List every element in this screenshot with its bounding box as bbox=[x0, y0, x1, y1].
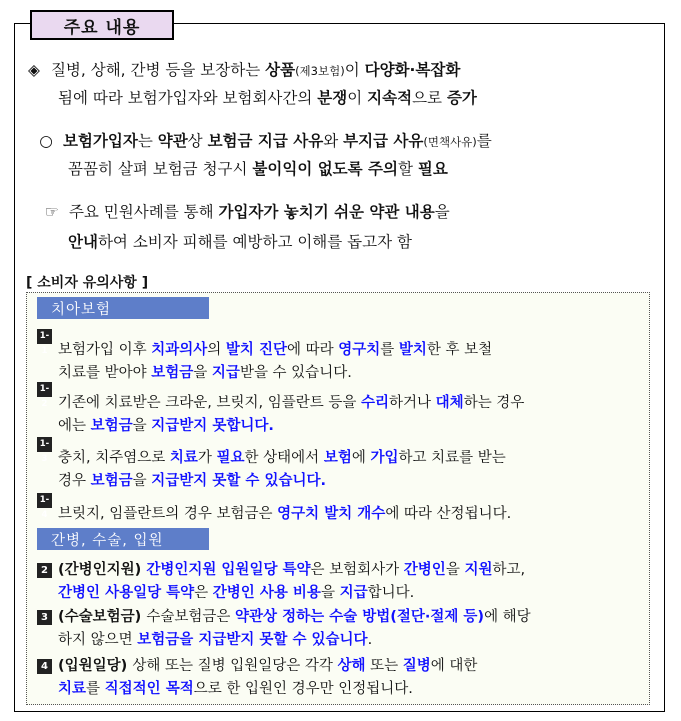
text: 보험금을 지급받지 못할 수 있습니다 bbox=[137, 632, 368, 648]
text: 의 bbox=[207, 342, 226, 358]
text: 보험금 지급 사유 bbox=[207, 132, 324, 150]
text: 은 bbox=[194, 585, 213, 601]
text: 을 bbox=[193, 365, 212, 381]
text: 한 상태에서 bbox=[244, 450, 324, 466]
text: 이 bbox=[347, 89, 368, 107]
text: 보험금 bbox=[151, 365, 194, 381]
text: (수술보험금) bbox=[58, 609, 147, 625]
text: 지속적 bbox=[367, 89, 413, 107]
intro-paragraph-2-line-2 bbox=[68, 157, 448, 182]
list-item-line-2 bbox=[37, 582, 643, 605]
item-number-badge: 1-4 bbox=[37, 493, 52, 508]
text: 질병 bbox=[402, 658, 431, 674]
item-number-badge: 3 bbox=[37, 610, 52, 625]
intro-paragraph-1-line-2 bbox=[58, 86, 477, 111]
text: 는 bbox=[137, 132, 158, 150]
text: 기존에 치료받은 크라운, 브릿지, 임플란트 등을 bbox=[58, 395, 362, 411]
text: 합니다. bbox=[367, 585, 415, 601]
intro-paragraph-3-line-2 bbox=[68, 230, 412, 255]
text: 수리 bbox=[361, 395, 390, 411]
intro-paragraph-2 bbox=[34, 129, 492, 155]
list-item-line-2 bbox=[37, 470, 643, 493]
text: 를 bbox=[86, 681, 105, 697]
text: 을 bbox=[434, 203, 450, 221]
text: 한 후 보철 bbox=[426, 342, 493, 358]
text: 영구치 발치 개수 bbox=[277, 506, 386, 522]
text: 을 bbox=[132, 418, 152, 434]
pointing-hand-icon: ☞ bbox=[45, 203, 59, 221]
item-number-badge: 1-1 bbox=[37, 329, 52, 344]
text: 또는 bbox=[365, 658, 403, 674]
list-item bbox=[37, 559, 643, 605]
text: 간병인 사용일당 특약 bbox=[58, 585, 195, 601]
text: 보험가입 이후 bbox=[58, 342, 152, 358]
text: 치과의사 bbox=[151, 342, 208, 358]
text: 에 bbox=[351, 450, 371, 466]
text: (제3보험) bbox=[295, 64, 345, 78]
list-item bbox=[37, 437, 643, 493]
text: 지급 bbox=[339, 585, 368, 601]
text: 증가 bbox=[446, 89, 477, 107]
text: 를 bbox=[476, 132, 492, 150]
text: . bbox=[367, 632, 373, 648]
text: 불이익이 없도록 주의 bbox=[252, 160, 398, 178]
text: 간병인 bbox=[403, 562, 446, 578]
text: 필요 bbox=[417, 160, 448, 178]
diamond-bullet-icon: ◈ bbox=[28, 61, 40, 79]
text: 상품 bbox=[265, 61, 296, 79]
text: 질병, 상해, 간병 등을 보장하는 bbox=[50, 61, 266, 79]
text: 을 bbox=[132, 473, 152, 489]
item-number-badge: 1-3 bbox=[37, 437, 52, 452]
text: 안내 bbox=[68, 233, 98, 251]
text: 치료 bbox=[58, 681, 87, 697]
text: 를 bbox=[380, 342, 399, 358]
text: 꼼꼼히 살펴 보험금 청구시 bbox=[68, 160, 253, 178]
text: 지급받지 못할 수 있습니다. bbox=[151, 473, 327, 489]
item-number-badge: 2 bbox=[37, 563, 52, 578]
list-item bbox=[37, 493, 643, 526]
text: 대체 bbox=[435, 395, 464, 411]
text: 간병인지원 입원일당 특약 bbox=[146, 562, 311, 578]
intro-paragraph-3 bbox=[40, 200, 450, 225]
text: 브릿지, 임플란트의 경우 보험금은 bbox=[58, 506, 278, 522]
text: 지급 bbox=[211, 365, 240, 381]
text: 충치, 치주염으로 bbox=[58, 450, 170, 466]
text: 필요 bbox=[216, 450, 245, 466]
text: 하여 소비자 피해를 예방하고 이해를 돕고자 함 bbox=[97, 233, 413, 251]
item-number-badge: 4 bbox=[37, 659, 52, 674]
text: 가입 bbox=[370, 450, 399, 466]
text: 에 따라 bbox=[287, 342, 339, 358]
text: 하는 경우 bbox=[463, 395, 525, 411]
text: 간병인 사용 비용 bbox=[212, 585, 321, 601]
text: 으로 bbox=[412, 89, 447, 107]
section-header-dental: 치아보험 bbox=[37, 297, 209, 319]
text: 하고 치료를 받는 bbox=[398, 450, 506, 466]
text: 하거나 bbox=[389, 395, 436, 411]
text: 상해 또는 질병 입원일당은 각각 bbox=[132, 658, 338, 674]
text: 지급받지 못합니다. bbox=[151, 418, 274, 434]
text: 에 대한 bbox=[430, 658, 478, 674]
text: 됨에 따라 보험가입자와 보험회사간의 bbox=[58, 89, 318, 107]
text: (면책사유) bbox=[423, 135, 477, 149]
text: 보험 bbox=[323, 450, 352, 466]
text: 할 bbox=[397, 160, 418, 178]
list-item-line-2 bbox=[37, 678, 643, 701]
text: 발치 bbox=[398, 342, 427, 358]
list-item-line-2 bbox=[37, 629, 643, 652]
text: 하고, bbox=[492, 562, 526, 578]
text: 치료를 받아야 bbox=[58, 365, 152, 381]
text: 치료 bbox=[169, 450, 198, 466]
text: 가입자가 놓치기 쉬운 약관 내용 bbox=[218, 203, 435, 221]
text: 지원 bbox=[464, 562, 493, 578]
text: 경우 bbox=[58, 473, 91, 489]
text: 을 bbox=[445, 562, 465, 578]
text: 부지급 사유 bbox=[343, 132, 424, 150]
text: 와 bbox=[323, 132, 344, 150]
text: 직접적인 목적 bbox=[104, 681, 194, 697]
circle-bullet-icon: ○ bbox=[39, 132, 53, 150]
consumer-notice-label: [ 소비자 유의사항 ] bbox=[26, 275, 149, 291]
list-item bbox=[37, 329, 643, 385]
text: 이 bbox=[344, 61, 365, 79]
text: 보험가입자 bbox=[62, 132, 138, 150]
list-item bbox=[37, 382, 643, 438]
text: 보험금 bbox=[90, 473, 133, 489]
list-item-line-2 bbox=[37, 415, 643, 438]
text: 약관 bbox=[157, 132, 188, 150]
text: 을 bbox=[320, 585, 340, 601]
text: 주요 민원사례를 통해 bbox=[68, 203, 219, 221]
text: 분쟁 bbox=[317, 89, 348, 107]
intro-paragraph-1 bbox=[22, 58, 460, 84]
consumer-notice-box bbox=[26, 292, 650, 705]
text: 발치 진단 bbox=[225, 342, 287, 358]
text: 영구치 bbox=[338, 342, 381, 358]
text: 보험금 bbox=[90, 418, 133, 434]
text: 가 bbox=[197, 450, 217, 466]
text: (간병인지원) bbox=[58, 562, 147, 578]
text: (입원일당) bbox=[58, 658, 133, 674]
text: 다양화·복잡화 bbox=[364, 61, 461, 79]
text: 에 따라 산정됩니다. bbox=[385, 506, 512, 522]
text: 상 bbox=[187, 132, 208, 150]
text: 에 해당 bbox=[484, 609, 531, 625]
text: 약관상 정하는 수술 방법(절단·절제 등) bbox=[235, 609, 485, 625]
text: 으로 한 입원인 경우만 인정됩니다. bbox=[193, 681, 413, 697]
list-item bbox=[37, 655, 643, 701]
text: 상해 bbox=[337, 658, 366, 674]
section-header-care-surgery-hospital: 간병, 수술, 입원 bbox=[37, 528, 209, 550]
text: 수술보험금은 bbox=[146, 609, 235, 625]
text: 은 보험회사가 bbox=[310, 562, 404, 578]
item-number-badge: 1-2 bbox=[37, 382, 52, 397]
list-item bbox=[37, 606, 643, 652]
text: 에는 bbox=[58, 418, 91, 434]
section-tab-title: 주요 내용 bbox=[30, 10, 174, 40]
text: 하지 않으면 bbox=[58, 632, 138, 648]
text: 받을 수 있습니다. bbox=[239, 365, 352, 381]
